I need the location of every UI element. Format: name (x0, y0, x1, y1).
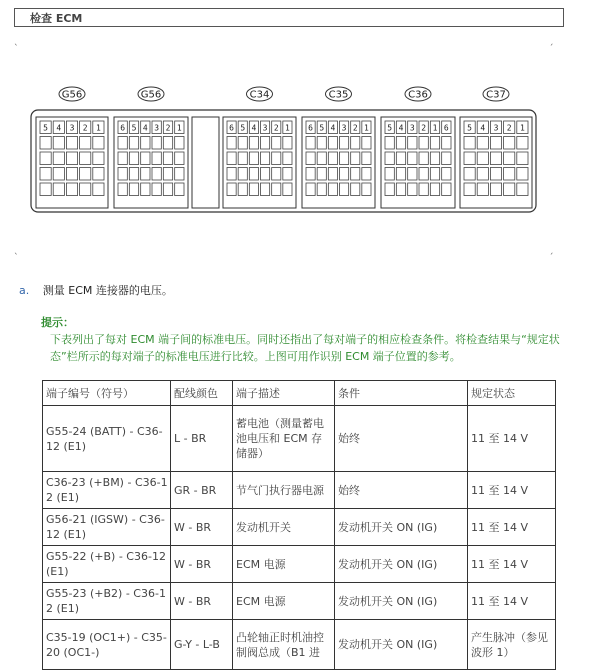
cell-wire-color: GR - BR (171, 472, 233, 509)
terminal-number: 4 (480, 123, 486, 133)
terminal-cell (249, 168, 258, 181)
terminal-cell (408, 168, 417, 181)
terminal-cell (477, 168, 488, 181)
terminal-number: 2 (273, 123, 279, 133)
terminal-number: 3 (341, 123, 347, 133)
terminal-number: 4 (56, 123, 62, 133)
terminal-cell (227, 183, 236, 196)
terminal-number: 6 (229, 123, 234, 133)
cell-wire-color: W - BR (171, 546, 233, 583)
terminal-cell (53, 137, 64, 150)
terminal-cell (175, 183, 184, 196)
terminal-cell (408, 152, 417, 165)
terminal-cell (238, 137, 247, 150)
terminal-cell (163, 137, 172, 150)
header-wire-color: 配线颜色 (171, 381, 233, 406)
terminal-cell (93, 183, 104, 196)
terminal-number: 2 (506, 123, 512, 133)
terminal-cell (477, 183, 488, 196)
terminal-cell (328, 183, 337, 196)
terminal-cell (442, 183, 451, 196)
cell-wire-color: W - BR (171, 583, 233, 620)
table-row (43, 472, 556, 509)
terminal-cell (249, 183, 258, 196)
terminal-cell (261, 137, 270, 150)
terminal-cell (175, 152, 184, 165)
terminal-cell (517, 137, 528, 150)
terminal-number: 1 (95, 123, 101, 133)
terminal-cell (141, 183, 150, 196)
terminal-cell (464, 183, 475, 196)
cell-spec: 11 至 14 V (468, 509, 556, 546)
terminal-cell (396, 152, 405, 165)
terminal-cell (66, 137, 77, 150)
terminal-cell (175, 137, 184, 150)
cell-condition: 发动机开关 ON (IG) (335, 620, 468, 670)
corner-mark: ˊ (549, 253, 554, 263)
terminal-number: 3 (262, 123, 268, 133)
step-a (19, 282, 173, 298)
terminal-cell (283, 152, 292, 165)
connector-label: C34 (249, 89, 270, 101)
terminal-number: 4 (330, 123, 336, 133)
cell-wire-color: W - BR (171, 509, 233, 546)
terminal-cell (442, 152, 451, 165)
terminal-number: 1 (432, 123, 438, 133)
terminal-cell (464, 152, 475, 165)
cell-condition: 发动机开关 ON (IG) (335, 546, 468, 583)
terminal-cell (396, 183, 405, 196)
connector-label: C35 (328, 89, 349, 101)
terminal-cell (477, 137, 488, 150)
terminal-cell (40, 152, 51, 165)
terminal-cell (53, 183, 64, 196)
terminal-cell (408, 183, 417, 196)
terminal-cell (66, 168, 77, 181)
terminal-cell (261, 183, 270, 196)
terminal-cell (419, 183, 428, 196)
terminal-cell (283, 183, 292, 196)
terminal-cell (163, 183, 172, 196)
terminal-cell (362, 152, 371, 165)
terminal-cell (517, 183, 528, 196)
cell-description: ECM 电源 (233, 583, 335, 620)
terminal-cell (430, 137, 439, 150)
cell-condition: 始终 (335, 472, 468, 509)
terminal-number: 3 (154, 123, 160, 133)
terminal-cell (93, 137, 104, 150)
cell-wire-color: G-Y - L-B (171, 620, 233, 670)
cell-condition: 发动机开关 ON (IG) (335, 583, 468, 620)
terminal-cell (80, 137, 91, 150)
terminal-cell (362, 183, 371, 196)
terminal-cell (351, 183, 360, 196)
cell-description: 发动机开关 (233, 509, 335, 546)
terminal-cell (430, 168, 439, 181)
terminal-cell (152, 168, 161, 181)
cell-spec: 11 至 14 V (468, 406, 556, 472)
terminal-cell (93, 168, 104, 181)
terminal-cell (504, 137, 515, 150)
terminal-number: 2 (421, 123, 427, 133)
terminal-cell (141, 137, 150, 150)
terminal-cell (490, 152, 501, 165)
table-row (43, 546, 556, 583)
terminal-cell (340, 137, 349, 150)
cell-terminal: C35-19 (OC1+) - C35-20 (OC1-) (43, 620, 171, 670)
terminal-cell (464, 137, 475, 150)
terminal-number: 5 (131, 123, 137, 133)
terminal-cell (40, 137, 51, 150)
cell-spec: 11 至 14 V (468, 583, 556, 620)
terminal-cell (227, 137, 236, 150)
terminal-cell (227, 168, 236, 181)
terminal-cell (261, 168, 270, 181)
terminal-cell (328, 137, 337, 150)
connector-label: G56 (61, 89, 83, 101)
cell-description: ECM 电源 (233, 546, 335, 583)
cell-condition: 发动机开关 ON (IG) (335, 509, 468, 546)
terminal-cell (340, 152, 349, 165)
terminal-number: 4 (142, 123, 148, 133)
terminal-cell (317, 137, 326, 150)
terminal-cell (80, 152, 91, 165)
cell-description: 蓄电池（测量蓄电池电压和 ECM 存储器） (233, 406, 335, 472)
terminal-cell (351, 168, 360, 181)
terminal-cell (152, 183, 161, 196)
terminal-number: 5 (319, 123, 325, 133)
terminal-cell (40, 168, 51, 181)
terminal-cell (306, 137, 315, 150)
header-spec: 规定状态 (468, 381, 556, 406)
section-title-bar (14, 8, 564, 27)
terminal-cell (163, 168, 172, 181)
terminal-cell (93, 152, 104, 165)
terminal-cell (118, 183, 127, 196)
table-row (43, 509, 556, 546)
cell-terminal: G55-22 (+B) - C36-12 (E1) (43, 546, 171, 583)
terminal-cell (430, 183, 439, 196)
hint-title: 提示： (41, 316, 74, 329)
terminal-cell (385, 168, 394, 181)
terminal-number: 1 (364, 123, 369, 133)
table-header-row (43, 381, 556, 406)
terminal-cell (340, 183, 349, 196)
connector-label: C37 (486, 89, 506, 101)
terminal-cell (272, 152, 281, 165)
terminal-cell (66, 152, 77, 165)
terminal-number: 3 (409, 123, 415, 133)
terminal-cell (504, 183, 515, 196)
terminal-cell (141, 152, 150, 165)
voltage-spec-table (42, 380, 556, 670)
terminal-cell (430, 152, 439, 165)
terminal-number: 5 (240, 123, 246, 133)
terminal-cell (129, 152, 138, 165)
terminal-cell (306, 183, 315, 196)
terminal-cell (227, 152, 236, 165)
terminal-cell (385, 137, 394, 150)
cell-terminal: G55-24 (BATT) - C36-12 (E1) (43, 406, 171, 472)
terminal-number: 2 (165, 123, 171, 133)
cell-description: 节气门执行器电源 (233, 472, 335, 509)
section-title: 检查 ECM (30, 12, 83, 25)
terminal-cell (396, 168, 405, 181)
terminal-cell (66, 183, 77, 196)
terminal-number: 5 (387, 123, 393, 133)
terminal-cell (317, 152, 326, 165)
header-description: 端子描述 (233, 381, 335, 406)
terminal-cell (80, 183, 91, 196)
cell-spec: 11 至 14 V (468, 546, 556, 583)
terminal-number: 6 (308, 123, 313, 133)
terminal-cell (272, 137, 281, 150)
terminal-cell (385, 152, 394, 165)
terminal-cell (328, 152, 337, 165)
terminal-cell (490, 137, 501, 150)
terminal-cell (40, 183, 51, 196)
terminal-cell (152, 137, 161, 150)
terminal-cell (249, 152, 258, 165)
terminal-cell (175, 168, 184, 181)
terminal-cell (152, 152, 161, 165)
cell-wire-color: L - BR (171, 406, 233, 472)
table-row (43, 583, 556, 620)
terminal-cell (53, 152, 64, 165)
terminal-cell (419, 152, 428, 165)
terminal-cell (317, 168, 326, 181)
connector-label: C36 (408, 89, 428, 101)
connector-label: G56 (140, 89, 162, 101)
terminal-cell (261, 152, 270, 165)
terminal-cell (419, 137, 428, 150)
terminal-cell (129, 137, 138, 150)
cell-description: 凸轮轴正时机油控制阀总成（B1 进 (233, 620, 335, 670)
terminal-number: 1 (285, 123, 290, 133)
terminal-cell (396, 137, 405, 150)
step-marker: a. (19, 284, 30, 297)
terminal-cell (504, 168, 515, 181)
cell-terminal: G55-23 (+B2) - C36-12 (E1) (43, 583, 171, 620)
terminal-cell (351, 137, 360, 150)
terminal-cell (362, 137, 371, 150)
terminal-cell (442, 137, 451, 150)
terminal-cell (362, 168, 371, 181)
terminal-number: 4 (398, 123, 404, 133)
terminal-cell (517, 168, 528, 181)
terminal-cell (477, 152, 488, 165)
cell-terminal: C36-23 (+BM) - C36-12 (E1) (43, 472, 171, 509)
terminal-number: 2 (352, 123, 358, 133)
terminal-number: 1 (519, 123, 525, 133)
terminal-cell (53, 168, 64, 181)
table-row (43, 620, 556, 670)
cell-spec: 产生脉冲（参见波形 1） (468, 620, 556, 670)
terminal-cell (129, 168, 138, 181)
terminal-number: 2 (82, 123, 88, 133)
terminal-cell (306, 152, 315, 165)
terminal-number: 5 (43, 123, 49, 133)
terminal-number: 6 (120, 123, 126, 133)
cell-terminal: G56-21 (IGSW) - C36-12 (E1) (43, 509, 171, 546)
header-terminal: 端子编号（符号） (43, 381, 171, 406)
terminal-cell (118, 152, 127, 165)
blank-slot (192, 117, 219, 208)
terminal-cell (238, 152, 247, 165)
terminal-cell (272, 183, 281, 196)
terminal-cell (351, 152, 360, 165)
terminal-cell (238, 183, 247, 196)
terminal-number: 3 (69, 123, 75, 133)
terminal-cell (118, 137, 127, 150)
terminal-cell (328, 168, 337, 181)
terminal-cell (249, 137, 258, 150)
terminal-cell (118, 168, 127, 181)
terminal-cell (419, 168, 428, 181)
terminal-cell (272, 168, 281, 181)
terminal-cell (238, 168, 247, 181)
terminal-cell (306, 168, 315, 181)
terminal-cell (80, 168, 91, 181)
terminal-cell (442, 168, 451, 181)
header-condition: 条件 (335, 381, 468, 406)
terminal-cell (408, 137, 417, 150)
terminal-number: 1 (176, 123, 182, 133)
terminal-cell (490, 183, 501, 196)
terminal-cell (464, 168, 475, 181)
step-text: 测量 ECM 连接器的电压。 (42, 284, 173, 297)
corner-mark: ˊ (549, 44, 554, 54)
table-row (43, 406, 556, 472)
terminal-cell (163, 152, 172, 165)
terminal-cell (517, 152, 528, 165)
terminal-cell (141, 168, 150, 181)
corner-mark: ˋ (14, 253, 19, 263)
corner-mark: ˋ (14, 44, 19, 54)
terminal-cell (283, 168, 292, 181)
terminal-cell (283, 137, 292, 150)
terminal-cell (385, 183, 394, 196)
terminal-cell (504, 152, 515, 165)
cell-condition: 始终 (335, 406, 468, 472)
cell-spec: 11 至 14 V (468, 472, 556, 509)
terminal-number: 4 (251, 123, 257, 133)
hint-text: 下表列出了每对 ECM 端子间的标准电压。同时还指出了每对端子的相应检查条件。将检查结果与“规定状态”栏所示的每对端子的标准电压进行比较。上图可用作识别 ECM 端子位置的参考。 (50, 333, 560, 363)
terminal-cell (490, 168, 501, 181)
ecm-connector-diagram (0, 80, 602, 310)
terminal-number: 3 (493, 123, 499, 133)
terminal-number: 6 (443, 123, 449, 133)
terminal-cell (340, 168, 349, 181)
terminal-number: 5 (467, 123, 473, 133)
terminal-cell (317, 183, 326, 196)
terminal-cell (129, 183, 138, 196)
